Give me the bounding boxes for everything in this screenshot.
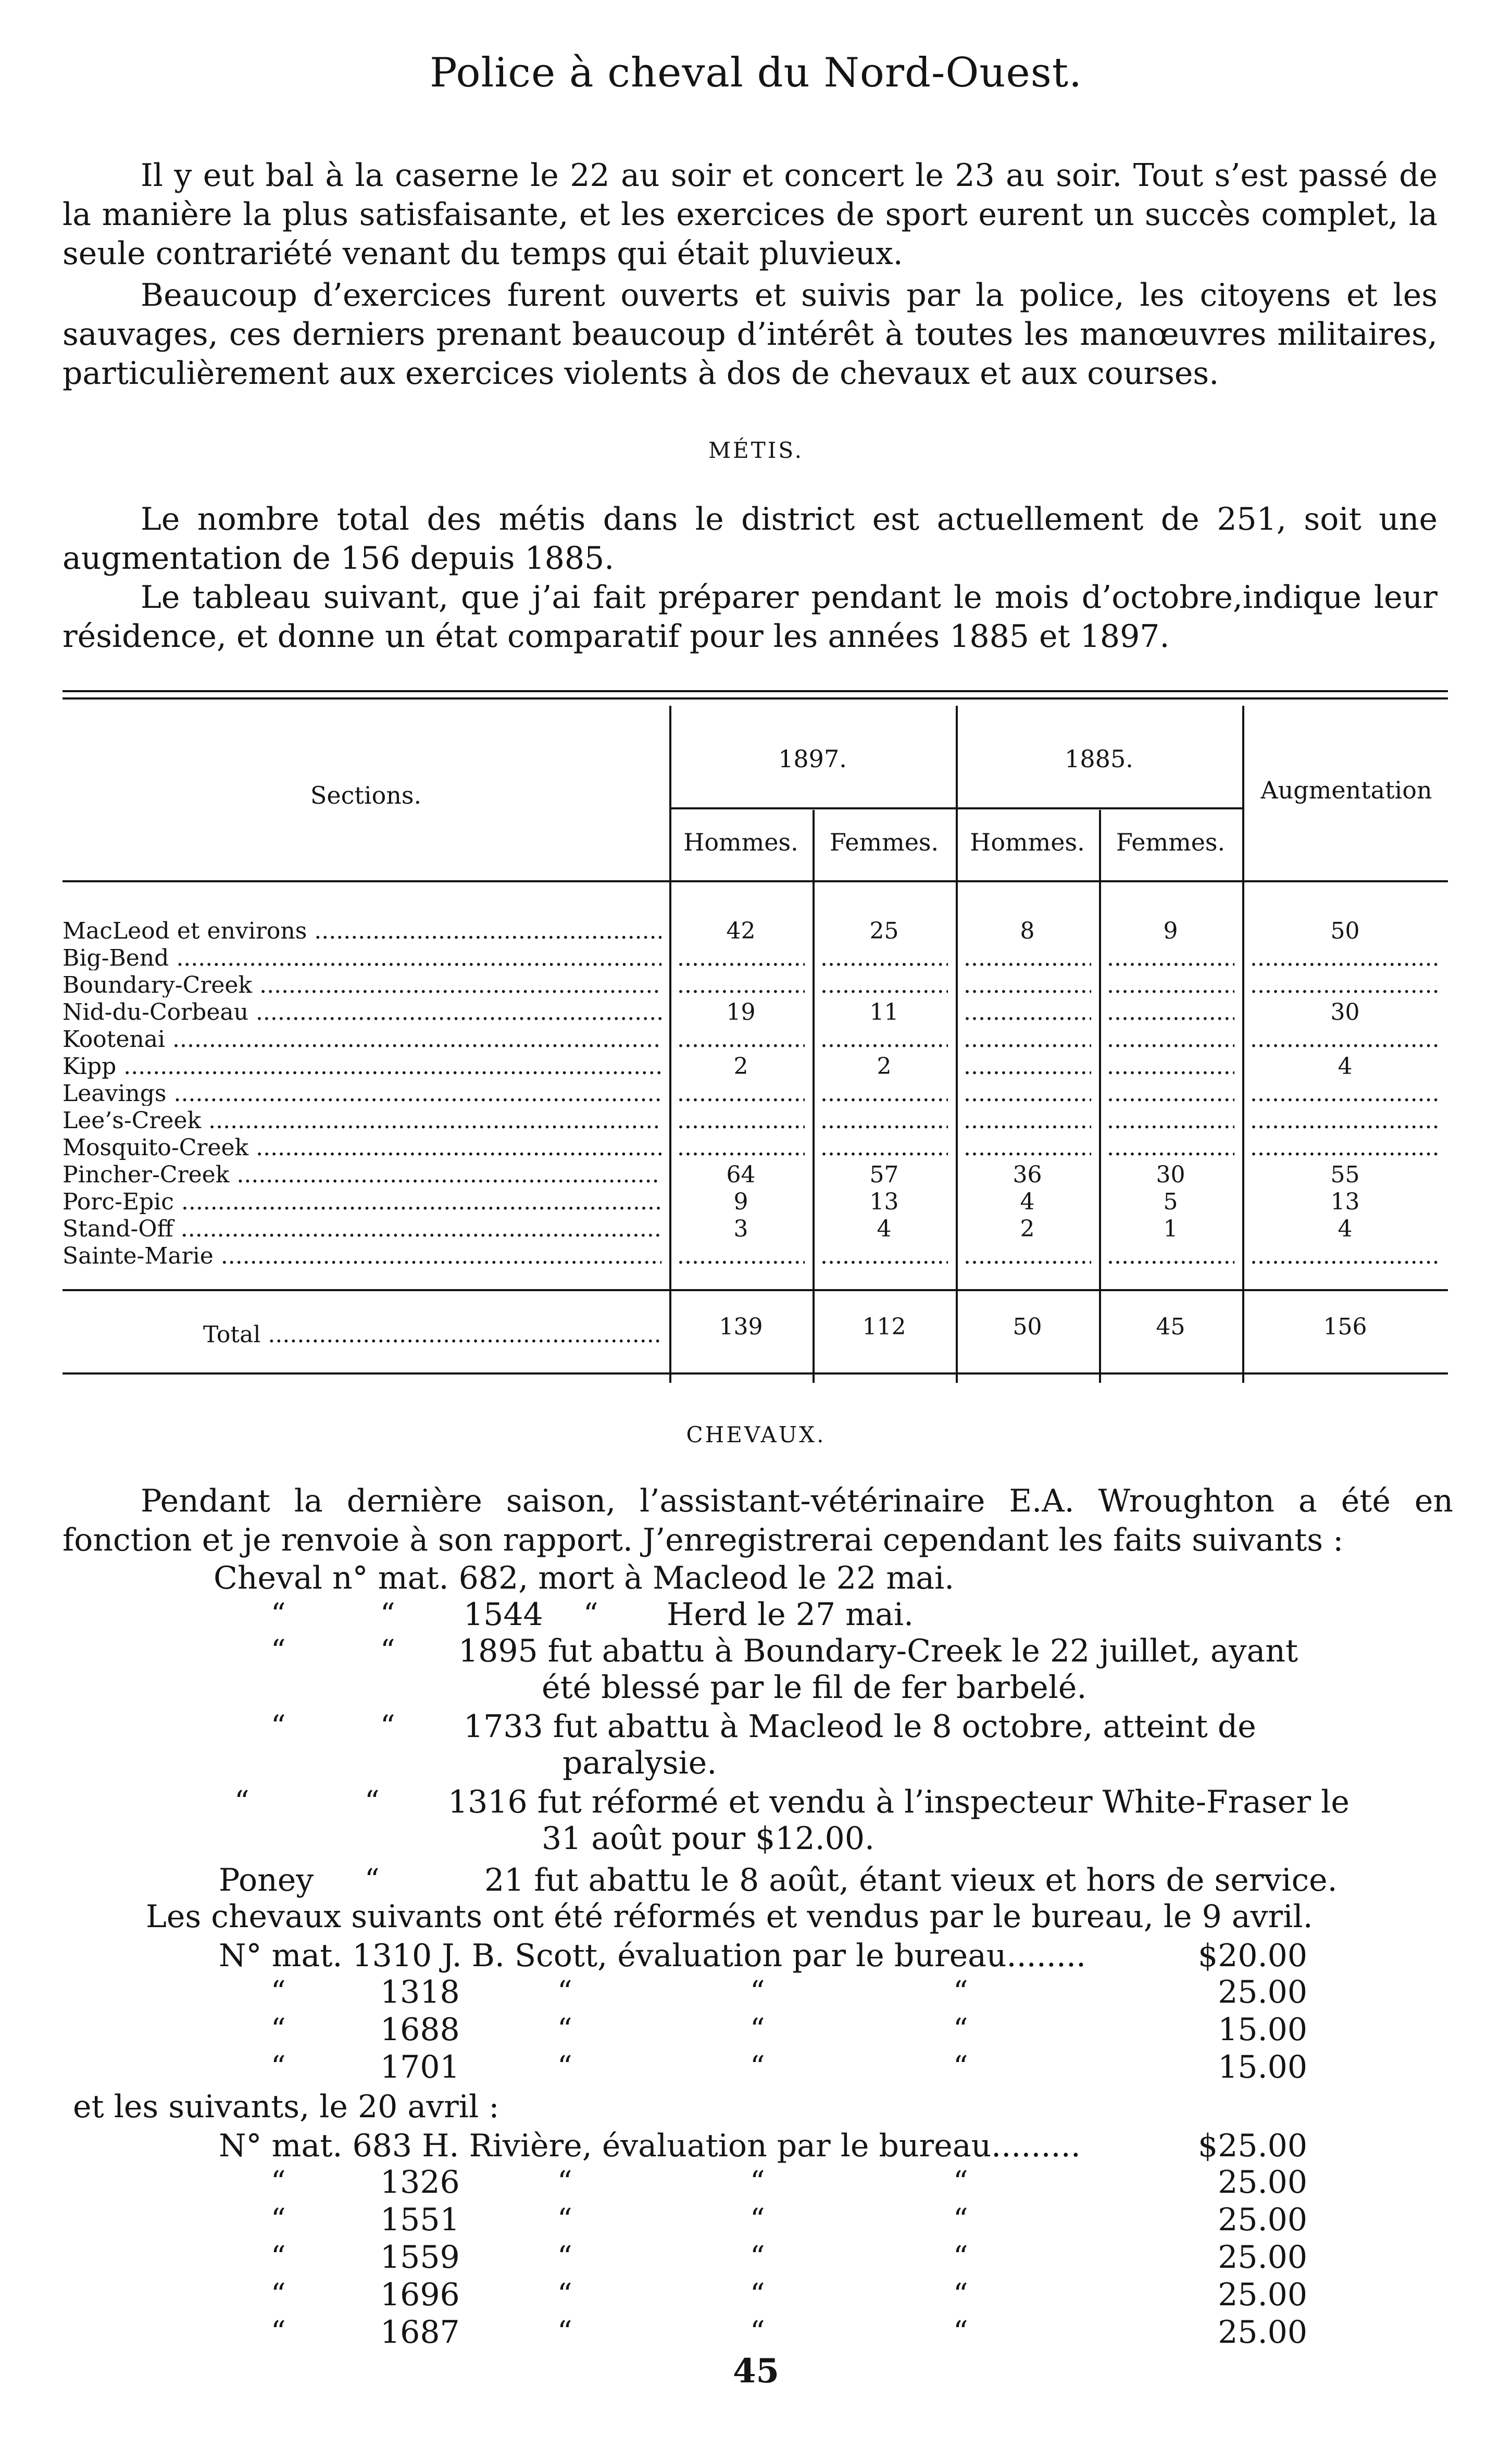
cell-h85: 8 (1020, 918, 1035, 944)
cell-h85: 36 (1013, 1161, 1042, 1188)
empty-cell-dots (1107, 1055, 1234, 1079)
horse-line-682: Cheval n° mat. 682, mort à Macleod le 22 mai. (214, 1560, 955, 1596)
table-bottom-rule (63, 1372, 1448, 1375)
empty-cell-dots (677, 946, 805, 970)
horse-sold-april-9: Les chevaux suivants ont été réformés et vendus par le bureau, le 9 avril. (146, 1898, 1313, 1935)
table-top-rule (63, 690, 1448, 692)
header-1897: 1897. (778, 745, 847, 773)
empty-cell-dots (820, 1082, 948, 1106)
horse-number: 1326 (380, 2164, 460, 2201)
ditto-mark: “ (234, 1785, 249, 1819)
horse-sale-amount: 25.00 (1218, 1974, 1307, 2010)
table-total-rule (63, 1289, 1448, 1291)
horse-line-1895: 1895 fut abattu à Boundary-Creek le 22 juillet, ayant (458, 1633, 1298, 1669)
ditto-mark: “ (271, 1709, 286, 1743)
empty-cell-dots (1107, 1082, 1234, 1106)
ditto-mark: “ (557, 1975, 572, 2009)
metis-table (63, 690, 1448, 1388)
table-vline-3 (1242, 706, 1244, 1383)
horse-sale-1310-amount: $20.00 (1198, 1938, 1307, 1974)
table-year-underline (669, 807, 1242, 809)
horse-line-1733: 1733 fut abattu à Macleod le 8 octobre, atteint de (464, 1708, 1256, 1745)
horse-sale-amount: 25.00 (1218, 2314, 1307, 2351)
cell-f97: 13 (869, 1189, 899, 1215)
horse-line-1733-cont: paralysie. (563, 1745, 717, 1781)
row-label: Sainte-Marie ..... (63, 1244, 661, 1268)
horse-line-1544: Herd le 27 mai. (667, 1596, 914, 1633)
paragraph-tableau: Le tableau suivant, que j’ai fait préparer pendant le mois d’octobre,indique leur résidence, et donne un état comparatif pour les années 1885 et 1897. (63, 579, 1438, 655)
header-sections: Sections. (310, 781, 422, 809)
horse-line-1316-cont: 31 août pour $12.00. (542, 1820, 875, 1857)
empty-cell-dots (1107, 1028, 1234, 1052)
ditto-mark: “ (271, 1634, 286, 1668)
paragraph-metis-total: Le nombre total des métis dans le district est actuellement de 251, soit une augmentation de 156 depuis 1885. (63, 501, 1438, 577)
empty-cell-dots (1250, 1109, 1440, 1133)
empty-cell-dots (1250, 1082, 1440, 1106)
cell-h97: 3 (733, 1216, 748, 1242)
empty-cell-dots (964, 1082, 1091, 1106)
cell-f85: 30 (1156, 1161, 1185, 1188)
header-femmes-1897: Femmes. (829, 828, 939, 856)
ditto-mark: “ (953, 2013, 968, 2046)
cell-f97: 4 (877, 1216, 892, 1242)
cell-f97: 57 (869, 1161, 899, 1188)
empty-cell-dots (964, 1244, 1091, 1268)
cell-aug: 55 (1330, 1161, 1360, 1188)
table-vline-sub-1 (813, 810, 815, 1383)
horse-sale-amount: 25.00 (1218, 2277, 1307, 2313)
running-head-title: Police à cheval du Nord-Ouest. (430, 49, 1082, 96)
empty-cell-dots (677, 1136, 805, 1160)
cell-h97: 64 (726, 1161, 756, 1188)
header-hommes-1897: Hommes. (683, 828, 798, 856)
horse-sale-amount: 15.00 (1218, 2012, 1307, 2048)
empty-cell-dots (964, 973, 1091, 997)
ditto-mark: “ (271, 2050, 286, 2084)
ditto-mark: “ (953, 1975, 968, 2009)
total-label: Total ..... (63, 1323, 661, 1347)
horse-line-poney-21: 21 fut abattu le 8 août, étant vieux et hors de service. (484, 1862, 1338, 1898)
ditto-mark: “ (750, 2165, 765, 2199)
empty-cell-dots (1107, 946, 1234, 970)
ditto-mark: “ (953, 2165, 968, 2199)
poney-label: Poney (219, 1862, 314, 1898)
ditto-mark: “ (750, 2013, 765, 2046)
horse-line-1895-cont: été blessé par le fil de fer barbelé. (542, 1669, 1087, 1706)
ditto-mark: “ (271, 1597, 286, 1631)
cell-h97: 42 (726, 918, 756, 944)
ditto-mark: “ (557, 2315, 572, 2349)
cell-f85: 5 (1163, 1189, 1178, 1215)
empty-cell-dots (964, 1028, 1091, 1052)
horse-sale-683: N° mat. 683 H. Rivière, évaluation par le bureau......... (219, 2128, 1081, 2164)
row-label: Leavings ..... (63, 1082, 661, 1106)
empty-cell-dots (964, 1136, 1091, 1160)
empty-cell-dots (1250, 973, 1440, 997)
ditto-mark: “ (271, 2240, 286, 2274)
row-label: Porc-Epic ..... (63, 1190, 661, 1214)
cell-h85: 2 (1020, 1216, 1035, 1242)
row-label: Pincher-Creek ..... (63, 1163, 661, 1187)
horse-number: 1701 (380, 2049, 460, 2085)
cell-f97: 2 (877, 1053, 892, 1080)
empty-cell-dots (1107, 1001, 1234, 1025)
empty-cell-dots (677, 1082, 805, 1106)
cell-h97: 2 (733, 1053, 748, 1080)
ditto-mark: “ (557, 2203, 572, 2237)
empty-cell-dots (677, 1109, 805, 1133)
horse-sale-amount: 25.00 (1218, 2164, 1307, 2201)
ditto-mark: “ (557, 2165, 572, 2199)
empty-cell-dots (820, 946, 948, 970)
ditto-mark: “ (271, 2165, 286, 2199)
paragraph-exercices: Beaucoup d’exercices furent ouverts et suivis par la police, les citoyens et les sauvages, ces derniers prenant beaucoup d’intérêt à toutes les manœuvres militaires, particulièrement aux exercices violents à dos de chevaux et aux courses. (63, 277, 1438, 392)
cell-f85: 1 (1163, 1216, 1178, 1242)
header-femmes-1885: Femmes. (1116, 828, 1226, 856)
row-label: MacLeod et environs ..... (63, 919, 661, 943)
empty-cell-dots (1250, 1244, 1440, 1268)
ditto-mark: “ (271, 2315, 286, 2349)
empty-cell-dots (1107, 973, 1234, 997)
horse-sale-1310: N° mat. 1310 J. B. Scott, évaluation par le bureau........ (219, 1938, 1086, 1974)
cell-f97: 11 (869, 999, 899, 1026)
header-1885: 1885. (1065, 745, 1133, 773)
ditto-mark: “ (750, 2203, 765, 2237)
table-header-rule (63, 880, 1448, 882)
total-augmentation: 156 (1323, 1314, 1367, 1340)
horse-line-1316: 1316 fut réformé et vendu à l’inspecteur White-Fraser le (448, 1784, 1349, 1820)
empty-cell-dots (1107, 1244, 1234, 1268)
cell-h97: 9 (733, 1189, 748, 1215)
cell-aug: 13 (1330, 1189, 1360, 1215)
horse-number: 1318 (380, 1974, 460, 2010)
horse-line-1544-num: 1544 (464, 1596, 543, 1633)
section-heading-chevaux: CHEVAUX. (686, 1422, 826, 1447)
header-hommes-1885: Hommes. (970, 828, 1085, 856)
cell-aug: 30 (1330, 999, 1360, 1026)
empty-cell-dots (1250, 946, 1440, 970)
horse-sale-amount: 25.00 (1218, 2202, 1307, 2238)
ditto-mark: “ (953, 2050, 968, 2084)
total-femmes-1885: 45 (1156, 1314, 1185, 1340)
empty-cell-dots (1250, 1028, 1440, 1052)
paragraph-bal: Il y eut bal à la caserne le 22 au soir et concert le 23 au soir. Tout s’est passé de la manière la plus satisfaisante, et les exercices de sport eurent un succès complet, la seule contrariété venant du temps qui était pluvieux. (63, 157, 1438, 272)
empty-cell-dots (677, 1244, 805, 1268)
horse-sale-amount: 15.00 (1218, 2049, 1307, 2085)
empty-cell-dots (820, 1244, 948, 1268)
cell-aug: 50 (1330, 918, 1360, 944)
empty-cell-dots (820, 1028, 948, 1052)
horse-sale-amount: 25.00 (1218, 2239, 1307, 2276)
ditto-mark: “ (750, 1975, 765, 2009)
ditto-mark: “ (583, 1597, 598, 1631)
ditto-mark: “ (953, 2315, 968, 2349)
cell-f85: 9 (1163, 918, 1178, 944)
row-label: Kipp ..... (63, 1055, 661, 1079)
ditto-mark: “ (750, 2240, 765, 2274)
ditto-mark: “ (953, 2240, 968, 2274)
empty-cell-dots (820, 973, 948, 997)
horse-number: 1559 (380, 2239, 460, 2276)
empty-cell-dots (677, 1028, 805, 1052)
empty-cell-dots (677, 973, 805, 997)
empty-cell-dots (820, 1136, 948, 1160)
ditto-mark: “ (557, 2013, 572, 2046)
empty-cell-dots (964, 1001, 1091, 1025)
ditto-mark: “ (953, 2278, 968, 2312)
row-label: Lee’s-Creek ..... (63, 1109, 661, 1133)
ditto-mark: “ (365, 1863, 380, 1897)
row-label: Boundary-Creek ..... (63, 973, 661, 997)
ditto-mark: “ (750, 2315, 765, 2349)
total-hommes-1885: 50 (1013, 1314, 1042, 1340)
ditto-mark: “ (557, 2278, 572, 2312)
total-hommes-1897: 139 (719, 1314, 763, 1340)
ditto-mark: “ (271, 1975, 286, 2009)
paragraph-chevaux-intro: Pendant la dernière saison, l’assistant-vétérinaire E.A. Wroughton a été en fonction et je renvoie à son rapport. J’enregistrerai cependant les faits suivants : (63, 1483, 1453, 1558)
ditto-mark: “ (557, 2240, 572, 2274)
ditto-mark: “ (750, 2278, 765, 2312)
cell-aug: 4 (1338, 1053, 1353, 1080)
ditto-mark: “ (365, 1785, 380, 1819)
ditto-mark: “ (271, 2278, 286, 2312)
empty-cell-dots (820, 1109, 948, 1133)
ditto-mark: “ (380, 1709, 395, 1743)
ditto-mark: “ (750, 2050, 765, 2084)
table-vline-sub-2 (1099, 810, 1101, 1383)
cell-aug: 4 (1338, 1216, 1353, 1242)
horse-number: 1551 (380, 2202, 460, 2238)
empty-cell-dots (964, 1055, 1091, 1079)
row-label: Stand-Off ..... (63, 1217, 661, 1241)
horse-number: 1696 (380, 2277, 460, 2313)
cell-h97: 19 (726, 999, 756, 1026)
header-augmentation: Augmentation (1260, 776, 1432, 804)
table-top-rule-2 (63, 697, 1448, 699)
row-label: Big-Bend ..... (63, 946, 661, 970)
ditto-mark: “ (380, 1597, 395, 1631)
row-label: Kootenai ..... (63, 1028, 661, 1052)
horse-sold-april-20: et les suivants, le 20 avril : (73, 2089, 499, 2125)
horse-number: 1687 (380, 2314, 460, 2351)
horse-number: 1688 (380, 2012, 460, 2048)
ditto-mark: “ (271, 2203, 286, 2237)
row-label: Mosquito-Creek ..... (63, 1136, 661, 1160)
cell-f97: 25 (869, 918, 899, 944)
ditto-mark: “ (953, 2203, 968, 2237)
ditto-mark: “ (271, 2013, 286, 2046)
ditto-mark: “ (380, 1634, 395, 1668)
empty-cell-dots (1107, 1109, 1234, 1133)
ditto-mark: “ (557, 2050, 572, 2084)
page-number: 45 (732, 2352, 780, 2391)
cell-h85: 4 (1020, 1189, 1035, 1215)
total-femmes-1897: 112 (862, 1314, 906, 1340)
empty-cell-dots (1250, 1136, 1440, 1160)
section-heading-metis: MÉTIS. (708, 438, 804, 463)
empty-cell-dots (964, 1109, 1091, 1133)
horse-sale-683-amount: $25.00 (1198, 2128, 1307, 2164)
row-label: Nid-du-Corbeau ..... (63, 1001, 661, 1025)
empty-cell-dots (1107, 1136, 1234, 1160)
empty-cell-dots (964, 946, 1091, 970)
